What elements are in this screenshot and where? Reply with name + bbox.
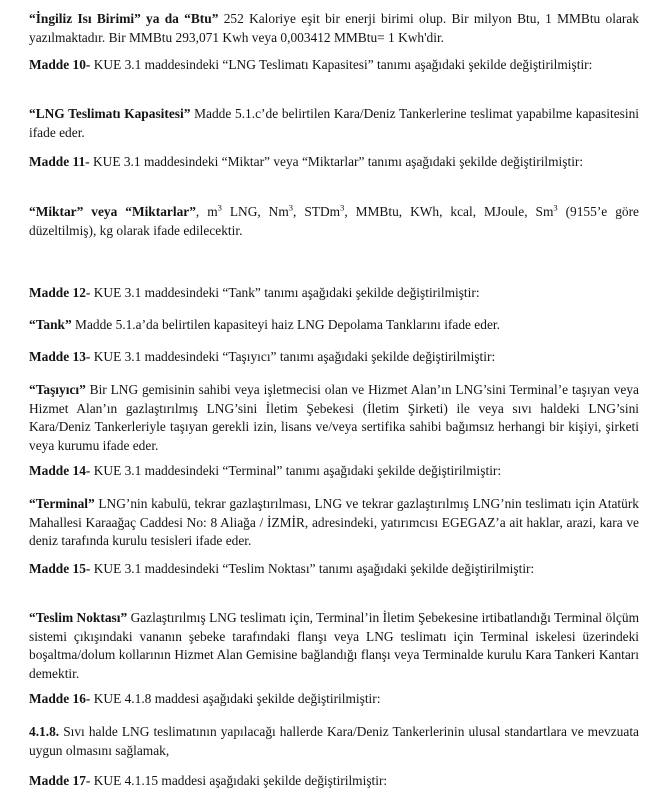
terminal-text: LNG’nin kabulü, tekrar gazlaştırılması, LNG ve tekrar gazlaştırılmış LNG’nin teslimatı için Atatürk Mahallesi Karaağaç Caddesi No: 8 Aliağa / İZMİR, adresindeki, yatırımcısı EGEGAZ’a ait haklar, arazi, kara ve deniz tarafında kurulu tesisleri ifade eder. <box>29 496 639 548</box>
tasiyici-text: Bir LNG gemisinin sahibi veya işletmecisi olan ve Hizmet Alan’ın LNG’sini Terminal’e taşıyan veya Hizmet Alan’ın gazlaştırılmış LNG’sini İletim Şebekesi (İletim Şirketi) ile veya sıvı haldeki LNG’sini Kara/Deniz Tankerleriyle taşıyan gerekli izin, lisans ve/veya sertifika sahibi bağımsız herhangi bir kişiyi, şirketi veya kurumu ifade eder. <box>29 382 639 453</box>
madde-10-text: KUE 3.1 maddesindeki “LNG Teslimatı Kapasitesi” tanımı aşağıdaki şekilde değiştirilmiştir: <box>90 57 593 72</box>
lng-capacity-text: Madde 5.1.c’de belirtilen Kara/Deniz Tankerlerine teslimat yapabilme kapasitesini ifade eder. <box>29 106 639 140</box>
kue-4-1-8-clause <box>29 723 639 760</box>
miktar-text-d: , MMBtu, KWh, kcal, MJoule, Sm <box>344 204 554 219</box>
btu-term: “İngiliz Isı Birimi” ya da “Btu” <box>29 11 219 26</box>
madde-14-label: Madde 14- <box>29 463 91 478</box>
madde-17-heading <box>29 772 639 791</box>
miktar-text-c: , STDm <box>293 204 341 219</box>
madde-16-label: Madde 16- <box>29 691 91 706</box>
teslim-noktasi-term: “Teslim Noktası” <box>29 610 128 625</box>
terminal-term: “Terminal” <box>29 496 95 511</box>
madde-12-label: Madde 12- <box>29 285 91 300</box>
madde-15-text: KUE 3.1 maddesindeki “Teslim Noktası” tanımı aşağıdaki şekilde değiştirilmiştir: <box>90 561 535 576</box>
miktar-text-b: LNG, Nm <box>221 204 289 219</box>
madde-15-label: Madde 15- <box>29 561 91 576</box>
kue-4-1-8-text: Sıvı halde LNG teslimatının yapılacağı hallerde Kara/Deniz Tankerlerinin ulusal standartlara ve mevzuata uygun olmasını sağlamak, <box>29 724 639 758</box>
madde-17-text: KUE 4.1.15 maddesi aşağıdaki şekilde değiştirilmiştir: <box>90 773 388 788</box>
lng-capacity-term: “LNG Teslimatı Kapasitesi” <box>29 106 191 121</box>
madde-13-label: Madde 13- <box>29 349 91 364</box>
madde-11-label: Madde 11- <box>29 154 90 169</box>
tank-definition <box>29 316 639 335</box>
miktar-term: “Miktar” veya “Miktarlar” <box>29 204 196 219</box>
tasiyici-term: “Taşıyıcı” <box>29 382 86 397</box>
madde-12-heading <box>29 284 639 303</box>
madde-13-heading <box>29 348 639 367</box>
miktar-text-e: (9155’e göre düzeltilmiş), kg olarak ifade edilecektir. <box>29 204 639 238</box>
tank-text: Madde 5.1.a’da belirtilen kapasiteyi haiz LNG Depolama Tanklarını ifade eder. <box>71 317 500 332</box>
miktar-sup-a: 3 <box>217 202 222 213</box>
madde-12-text: KUE 3.1 maddesindeki “Tank” tanımı aşağıdaki şekilde değiştirilmiştir: <box>90 285 480 300</box>
madde-16-text: KUE 4.1.8 maddesi aşağıdaki şekilde değiştirilmiştir: <box>90 691 381 706</box>
teslim-noktasi-text: Gazlaştırılmış LNG teslimatı için, Terminal’in İletim Şebekesine irtibatlandığı Terminal ölçüm sistemi çıkışındaki vananın şebeke tarafındaki flanşı veya LNG teslimatı için Terminal iskelesi üzerindeki boşaltma/dolum kollarının Hizmet Alan Gemisine bağlandığı flanşı veya Terminalde kurulu Kara Tankeri Kantarı demektir. <box>29 610 639 681</box>
madde-11-text: KUE 3.1 maddesindeki “Miktar” veya “Miktarlar” tanımı aşağıdaki şekilde değiştirilmiştir: <box>89 154 584 169</box>
lng-capacity-definition <box>29 105 639 142</box>
madde-13-text: KUE 3.1 maddesindeki “Taşıyıcı” tanımı aşağıdaki şekilde değiştirilmiştir: <box>90 349 496 364</box>
miktar-sup-d: 3 <box>553 202 558 213</box>
terminal-definition <box>29 495 639 551</box>
madde-10-heading <box>29 56 639 75</box>
miktar-definition <box>29 203 639 240</box>
miktar-text-a: , m <box>195 204 218 219</box>
madde-15-heading <box>29 560 639 579</box>
madde-16-heading <box>29 690 639 709</box>
madde-14-heading <box>29 462 639 481</box>
teslim-noktasi-definition <box>29 609 639 683</box>
madde-17-label: Madde 17- <box>29 773 91 788</box>
btu-definition <box>29 10 639 47</box>
tasiyici-definition <box>29 381 639 455</box>
kue-4-1-8-label: 4.1.8. <box>29 724 60 739</box>
madde-14-text: KUE 3.1 maddesindeki “Terminal” tanımı aşağıdaki şekilde değiştirilmiştir: <box>90 463 502 478</box>
madde-10-label: Madde 10- <box>29 57 91 72</box>
miktar-sup-b: 3 <box>288 202 294 213</box>
miktar-sup-c: 3 <box>340 202 345 213</box>
madde-11-heading <box>29 153 639 172</box>
tank-term: “Tank” <box>29 317 72 332</box>
btu-text: 252 Kaloriye eşit bir enerji birimi olup. Bir milyon Btu, 1 MMBtu olarak yazılmaktadır. Bir MMBtu 293,071 Kwh veya 0,003412 MMBtu= 1 Kwh'dir. <box>29 11 640 45</box>
